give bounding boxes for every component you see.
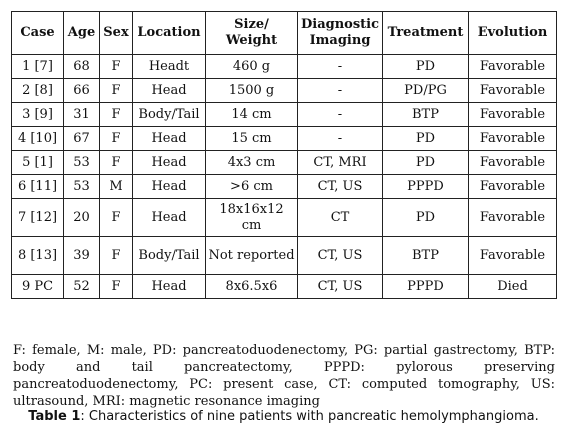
cell-size-weight: 15 cm	[206, 127, 298, 151]
cell-diagnostic-imaging: -	[298, 55, 383, 79]
cell-age: 53	[64, 175, 100, 199]
cell-case: 2 [8]	[12, 79, 64, 103]
table-row	[12, 175, 557, 199]
header-age: Age	[64, 12, 100, 55]
cell-evolution: Favorable	[469, 199, 557, 237]
cell-diagnostic-imaging: CT	[298, 199, 383, 237]
cell-case: 8 [13]	[12, 237, 64, 275]
cell-age: 52	[64, 275, 100, 299]
cell-sex: F	[100, 55, 133, 79]
cell-case: 3 [9]	[12, 103, 64, 127]
table-header-row	[12, 12, 557, 55]
header-size-weight: Size/ Weight	[206, 12, 298, 55]
cell-diagnostic-imaging: CT, US	[298, 237, 383, 275]
cell-treatment: BTP	[383, 103, 469, 127]
cell-treatment: PPPD	[383, 275, 469, 299]
cell-location: Head	[133, 127, 206, 151]
cell-diagnostic-imaging: CT, MRI	[298, 151, 383, 175]
cell-case: 6 [11]	[12, 175, 64, 199]
cell-location: Head	[133, 275, 206, 299]
cell-sex: F	[100, 79, 133, 103]
table-row	[12, 127, 557, 151]
cell-evolution: Favorable	[469, 237, 557, 275]
cell-evolution: Favorable	[469, 103, 557, 127]
cell-case: 7 [12]	[12, 199, 64, 237]
patients-table	[11, 11, 557, 299]
cell-evolution: Died	[469, 275, 557, 299]
table-row	[12, 55, 557, 79]
cell-size-weight: 460 g	[206, 55, 298, 79]
caption-label: Table 1	[28, 409, 81, 424]
cell-evolution: Favorable	[469, 127, 557, 151]
cell-location: Headt	[133, 55, 206, 79]
cell-size-weight: Not reported	[206, 237, 298, 275]
table-row	[12, 275, 557, 299]
header-evolution: Evolution	[469, 12, 557, 55]
cell-treatment: PD/PG	[383, 79, 469, 103]
cell-treatment: PD	[383, 199, 469, 237]
cell-diagnostic-imaging: CT, US	[298, 175, 383, 199]
cell-location: Body/Tail	[133, 237, 206, 275]
table-caption	[0, 409, 567, 425]
cell-location: Head	[133, 79, 206, 103]
cell-age: 39	[64, 237, 100, 275]
cell-sex: F	[100, 237, 133, 275]
cell-location: Head	[133, 199, 206, 237]
cell-location: Head	[133, 175, 206, 199]
cell-treatment: PPPD	[383, 175, 469, 199]
cell-location: Head	[133, 151, 206, 175]
cell-age: 31	[64, 103, 100, 127]
cell-evolution: Favorable	[469, 175, 557, 199]
cell-evolution: Favorable	[469, 79, 557, 103]
cell-treatment: BTP	[383, 237, 469, 275]
cell-treatment: PD	[383, 55, 469, 79]
cell-location: Body/Tail	[133, 103, 206, 127]
cell-size-weight: 8x6.5x6	[206, 275, 298, 299]
cell-sex: F	[100, 103, 133, 127]
cell-size-weight: >6 cm	[206, 175, 298, 199]
cell-age: 20	[64, 199, 100, 237]
table-row	[12, 79, 557, 103]
table-row	[12, 103, 557, 127]
cell-case: 1 [7]	[12, 55, 64, 79]
cell-age: 68	[64, 55, 100, 79]
cell-diagnostic-imaging: CT, US	[298, 275, 383, 299]
cell-diagnostic-imaging: -	[298, 103, 383, 127]
cell-sex: M	[100, 175, 133, 199]
cell-diagnostic-imaging: -	[298, 127, 383, 151]
cell-diagnostic-imaging: -	[298, 79, 383, 103]
cell-sex: F	[100, 151, 133, 175]
header-case: Case	[12, 12, 64, 55]
cell-age: 66	[64, 79, 100, 103]
cell-case: 9 PC	[12, 275, 64, 299]
cell-case: 4 [10]	[12, 127, 64, 151]
cell-size-weight: 1500 g	[206, 79, 298, 103]
cell-sex: F	[100, 275, 133, 299]
table-row	[12, 151, 557, 175]
cell-size-weight: 14 cm	[206, 103, 298, 127]
cell-age: 53	[64, 151, 100, 175]
cell-size-weight: 4x3 cm	[206, 151, 298, 175]
header-location: Location	[133, 12, 206, 55]
header-diagnostic-imaging: Diagnostic Imaging	[298, 12, 383, 55]
header-sex: Sex	[100, 12, 133, 55]
table-row	[12, 237, 557, 275]
caption-text: : Characteristics of nine patients with pancreatic hemolymphangioma.	[80, 409, 539, 424]
cell-size-weight: 18x16x12 cm	[206, 199, 298, 237]
table-row	[12, 199, 557, 237]
cell-treatment: PD	[383, 151, 469, 175]
cell-evolution: Favorable	[469, 55, 557, 79]
cell-case: 5 [1]	[12, 151, 64, 175]
cell-evolution: Favorable	[469, 151, 557, 175]
cell-treatment: PD	[383, 127, 469, 151]
header-treatment: Treatment	[383, 12, 469, 55]
cell-age: 67	[64, 127, 100, 151]
table-footnote: F: female, M: male, PD: pancreatoduodenectomy, PG: partial gastrectomy, BTP: body and tail pancreatectomy, PPPD: pylorous preserving pancreatoduodenectomy, PC: present case, CT: computed tomography, US: ultrasound, MRI: magnetic resonance imaging	[13, 343, 555, 409]
cell-sex: F	[100, 199, 133, 237]
cell-sex: F	[100, 127, 133, 151]
